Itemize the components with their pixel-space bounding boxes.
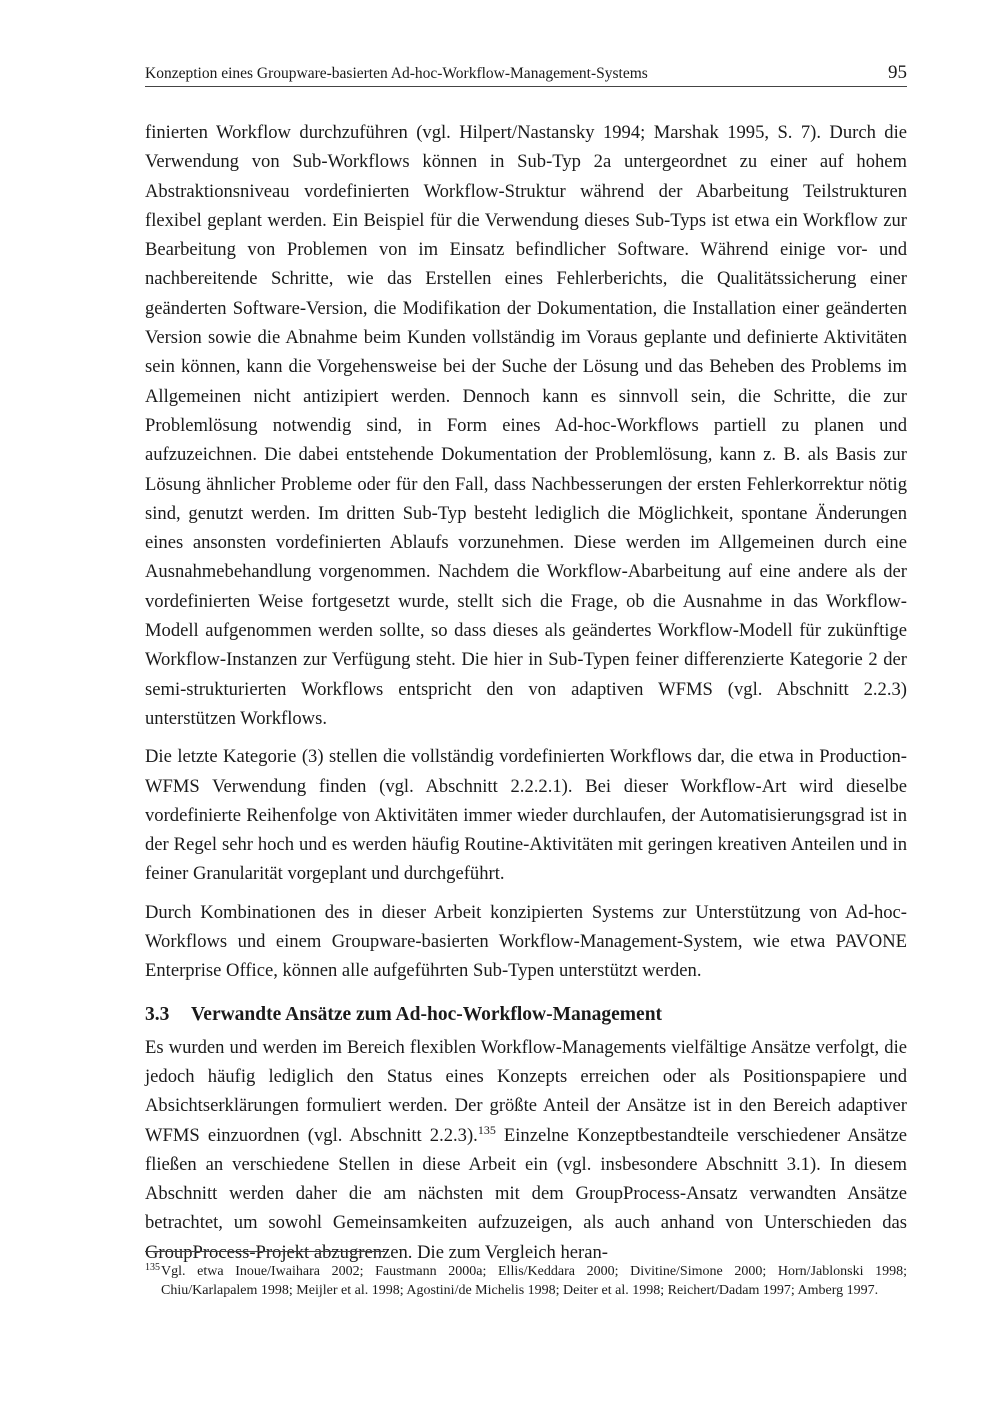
section-title: Verwandte Ansätze zum Ad-hoc-Workflow-Management bbox=[191, 1003, 663, 1025]
paragraph-combinations: Durch Kombinationen des in dieser Arbeit konzipierten Systems zur Unterstützung von Ad-hoc-Workflows und einem Groupware-basierten Workflow-Management-System, wie etwa PAVONE Enterprise Office, können alle aufgeführten Sub-Typen unterstützt werden. bbox=[145, 901, 907, 982]
body-text bbox=[145, 118, 907, 1276]
paragraph-sub-types: finierten Workflow durchzuführen (vgl. Hilpert/Nastansky 1994; Marshak 1995, S. 7). Durch die Verwendung von Sub-Workflows können in Sub-Typ 2a untergeordnet zu einer auf hohem Abstraktionsniveau vordefinierten Workflow-Struktur während der Abarbeitung Teilstrukturen flexibel geplant werden. Ein Beispiel für die Verwendung dieses Sub-Typs ist etwa ein Workflow zur Bearbeitung von Problemen von im Einsatz befindlicher Software. Während einige vor- und nachbereitende Schritte, wie das Erstellen eines Fehlerberichts, die Qualitätssicherung einer geänderten Software-Version, die Modifikation der Dokumentation, die Installation einer geänderten Version sowie die Abnahme beim Kunden vollständig im Voraus geplante und definierte Aktivitäten sein können, kann die Vorgehensweise bei der Suche der Lösung und das Beheben des Problems im Allgemeinen nicht antizipiert werden. Dennoch kann es sinnvoll sein, die Schritte, die zur Problemlösung notwendig sind, in Form eines Ad-hoc-Workflows partiell zu planen und aufzuzeichnen. Die dabei entstehende Dokumentation der Problemlösung, kann z. B. als Basis zur Lösung ähnlicher Probleme oder für den Fall, dass Nachbesserungen der ersten Fehlerkorrektur nötig sind, genutzt werden. Im dritten Sub-Typ besteht lediglich die Möglichkeit, spontane Änderungen eines ansonsten vordefinierten Ablaufs vorzunehmen. Diese werden im Allgemeinen durch eine Ausnahmebehandlung vorgenommen. Nachdem die Workflow-Abarbeitung auf eine andere als der vordefinierten Weise fortgesetzt wurde, stellt sich die Frage, ob die Ausnahme in das Workflow-Modell aufgenommen werden sollte, so dass dieses als geändertes Workflow-Modell für zukünftige Workflow-Instanzen zur Verfügung steht. Die hier in Sub-Typen feiner differenzierte Kategorie 2 der semi-strukturierten Workflows entspricht den von adaptiven WFMS (vgl. Abschnitt 2.2.3) unterstützen Workflows. bbox=[145, 122, 907, 729]
paragraph-text-after-ref: Einzelne Konzeptbestandteile verschiedener Ansätze fließen an verschiedene Stellen in diese Arbeit ein (vgl. insbesondere Abschnitt 3.1). In diesem Abschnitt werden daher die am nächsten mit dem GroupProcess-Ansatz verwandten Ansätze betrachtet, um sowohl Gemeinsamkeiten aufzuzeigen, als auch anhand von Unterschieden das GroupProcess-Projekt abzugrenzen. Die zum Vergleich heran- bbox=[145, 1124, 907, 1263]
paragraph-text-before-ref: Es wurden und werden im Bereich flexiblen Workflow-Managements vielfältige Ansätze verfolgt, die jedoch häufig lediglich den Status eines Konzepts erreichen oder als Positionspapiere und Absichtserklärungen formuliert werden. Der größte Anteil der Ansätze ist in den Bereich adaptiver WFMS einzuordnen (vgl. Abschnitt 2.2.3). bbox=[145, 1036, 907, 1146]
section-heading bbox=[145, 1000, 907, 1030]
footnote-text: Vgl. etwa Inoue/Iwaihara 2002; Faustmann 2000a; Ellis/Keddara 2000; Divitine/Simone 2000; Horn/Jablonski 1998; Chiu/Karlapalem 1998; Meijler et al. 1998; Agostini/de Michelis 1998; Deiter et al. 1998; Reichert/Dadam 1997; Amberg 1997. bbox=[161, 1264, 907, 1298]
footnote-reference[interactable]: 135 bbox=[477, 1122, 496, 1137]
running-header bbox=[145, 62, 907, 87]
footnote-separator bbox=[145, 1251, 385, 1252]
paragraph-category-3: Die letzte Kategorie (3) stellen die vollständig vordefinierten Workflows dar, die etwa in Production-WFMS Verwendung finden (vgl. Abschnitt 2.2.2.1). Bei dieser Workflow-Art wird dieselbe vordefinierte Reihenfolge von Aktivitäten immer wieder durchlaufen, der Automatisierungsgrad ist in der Regel sehr hoch und es werden häufig Routine-Aktivitäten mit geringen kreativen Anteilen und in feiner Granularität vorgeplant und durchgeführt. bbox=[145, 746, 907, 885]
footnote bbox=[145, 1262, 907, 1300]
paragraph-related-approaches bbox=[145, 1033, 907, 1267]
section-number: 3.3 bbox=[145, 1003, 170, 1025]
header-title: Konzeption eines Groupware-basierten Ad-hoc-Workflow-Management-Systems bbox=[145, 65, 648, 82]
page-number: 95 bbox=[888, 62, 907, 83]
footnote-number: 135 bbox=[145, 1262, 160, 1273]
